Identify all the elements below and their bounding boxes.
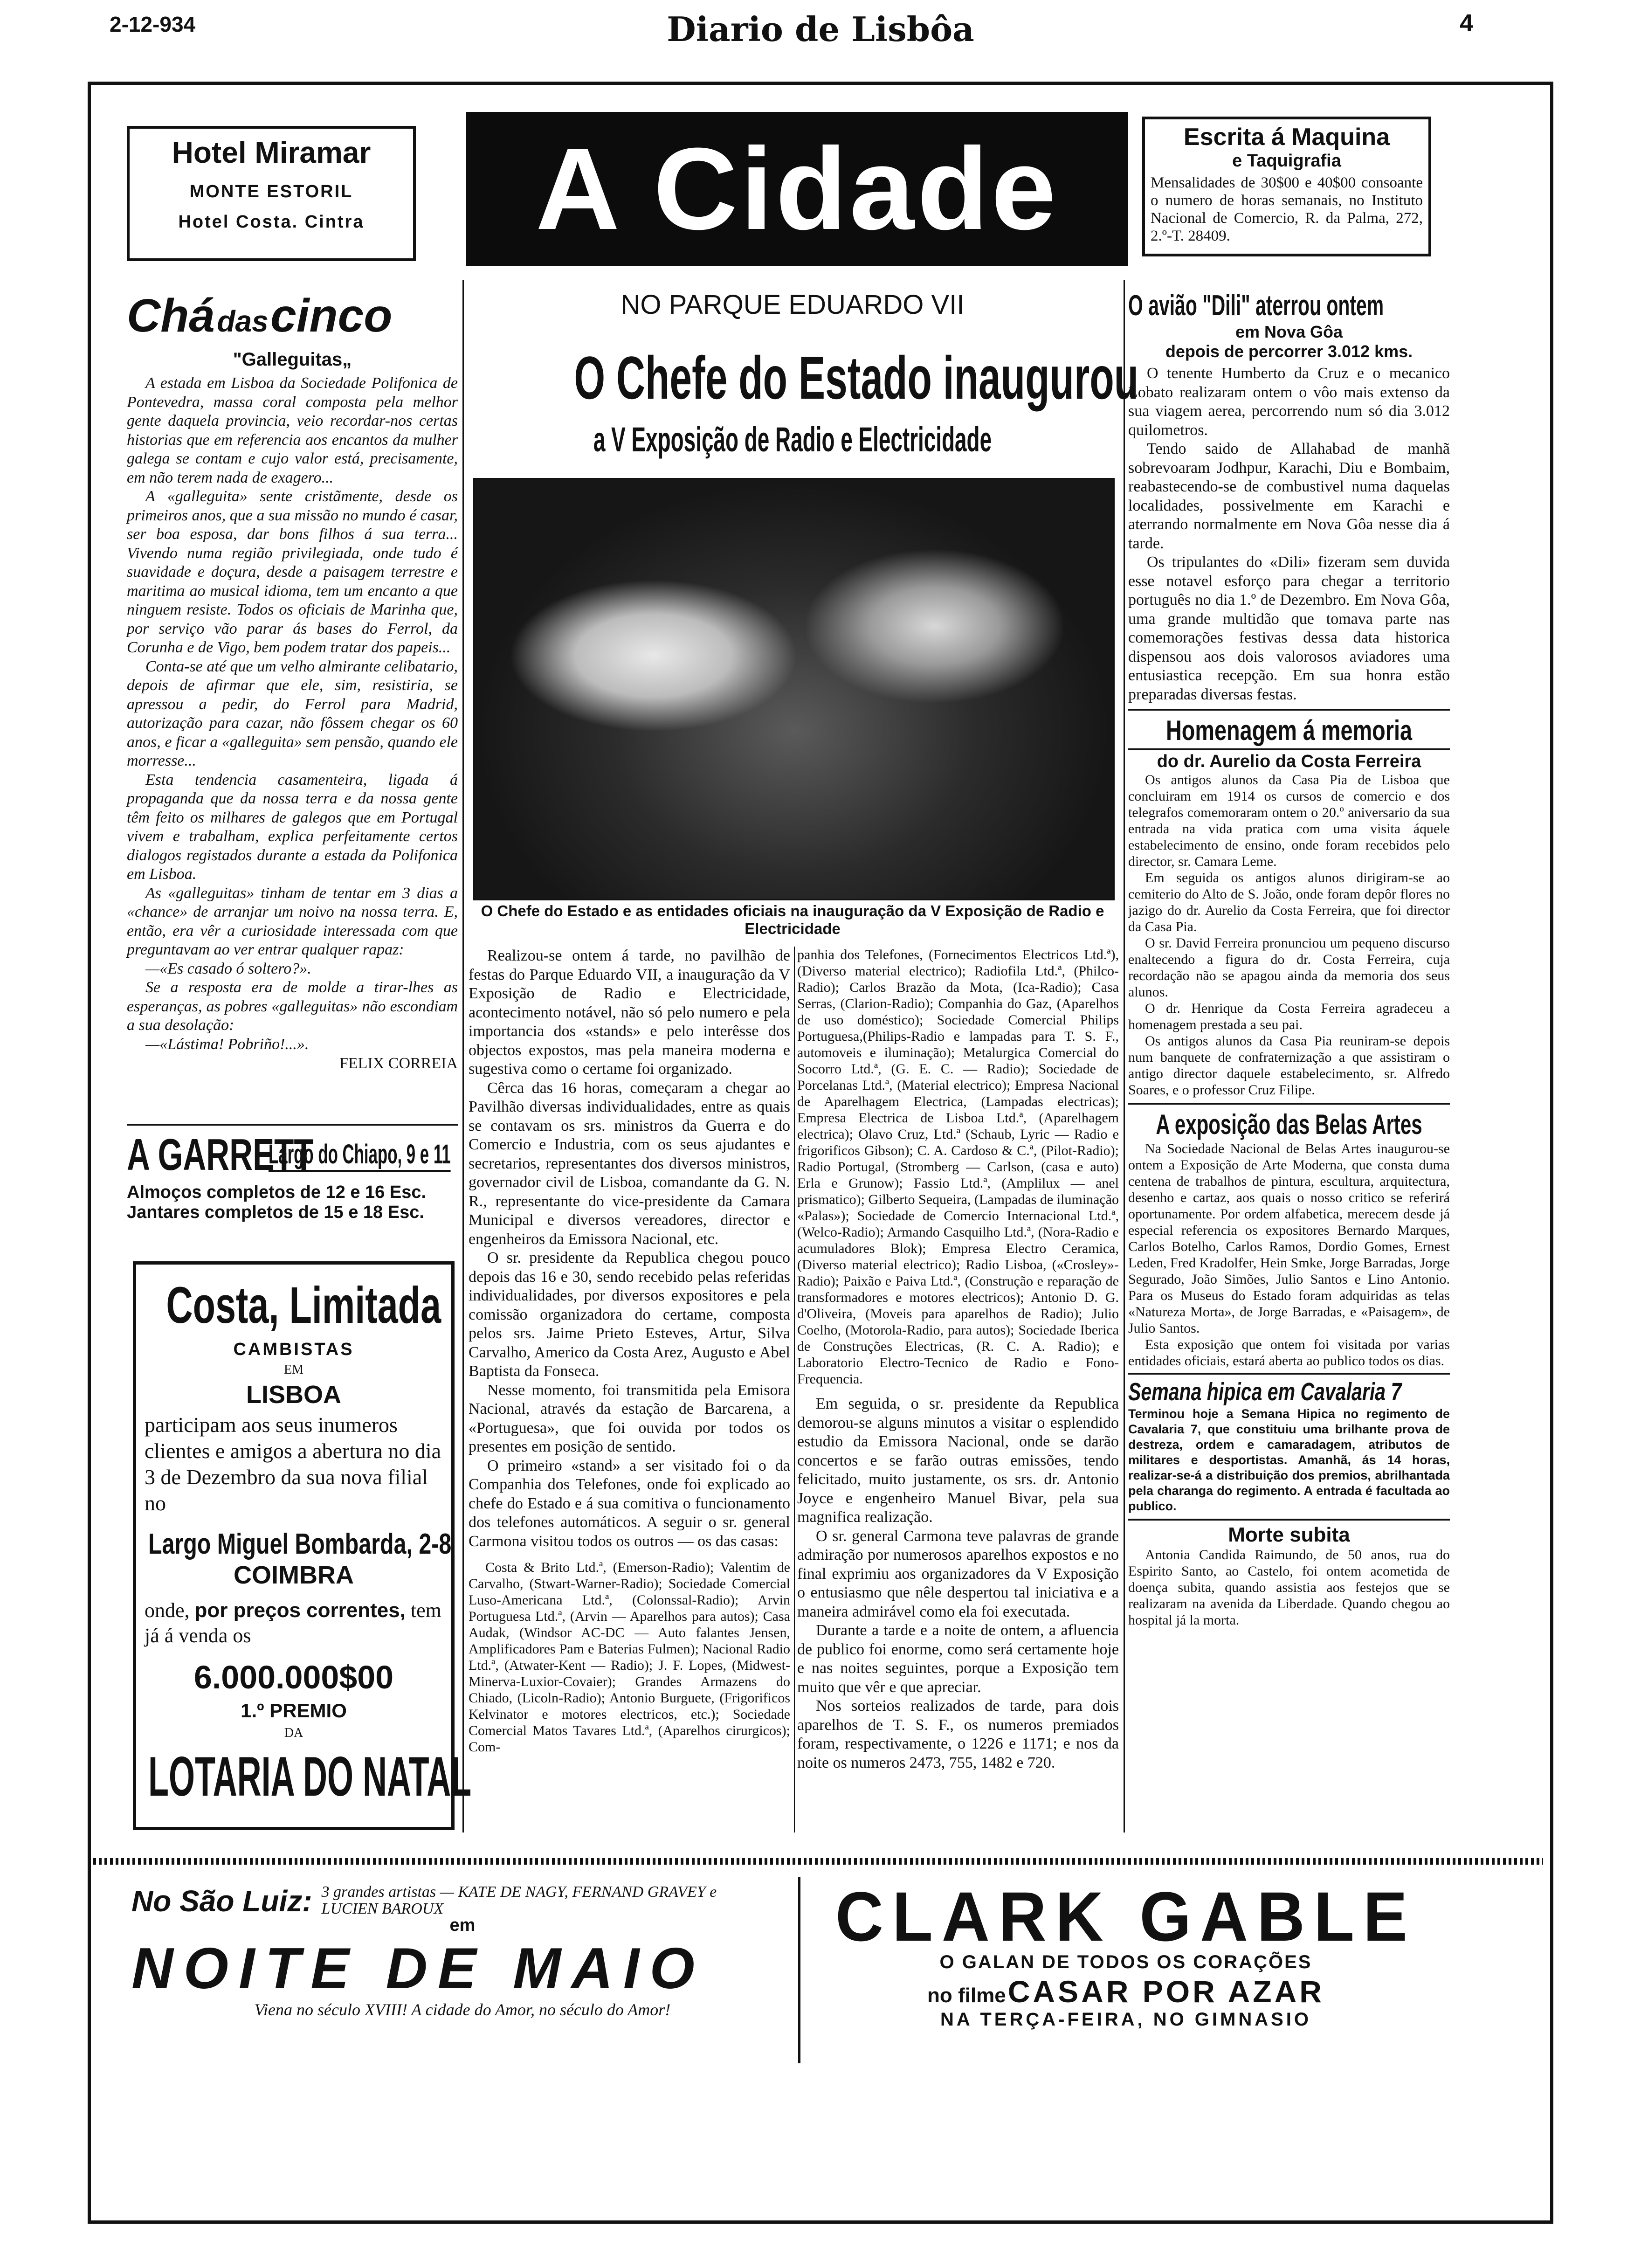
morte-body: Antonia Candida Raimundo, de 50 anos, rua do Espirito Santo, ao Castelo, foi ontem acometida de doença subita, quando assistia aos festejos que se realizaram na avenida da Liberdade. Quando chegou ao hospital já la morta.	[1128, 1547, 1450, 1628]
center-paragraph: Nesse momento, foi transmitida pela Emisora Nacional, através da estação de Barcarena, a «Portuguesa», que foi ouvida por todos os presentes em posição de sentido.	[469, 1381, 790, 1455]
cha-title-c: cinco	[270, 290, 393, 342]
homenagem-sub: do dr. Aurelio da Costa Ferreira	[1128, 748, 1450, 772]
hotel-ad-line2: MONTE ESTORIL	[189, 182, 353, 201]
section-title: A Cidade	[535, 124, 1059, 254]
cha-subtitle: "Galleguitas„	[233, 349, 352, 370]
cha-paragraph: Conta-se até que um velho almirante celibatario, depois de afirmar que ele, sim, resistiria, se apressou a pedir, do Ferrol para Madrid, autorização para cazar, não fôssem chegar os 60 anos, e ficar a «galleguita» sem pensão, quando ele morresse...	[127, 657, 458, 769]
homenagem-paragraph: Em seguida os antigos alunos dirigiram-se ao cemiterio do Alto de S. João, onde foram depôr flores no jazigo do dr. Aurelio da Costa Ferreira, que foi director da Casa Pia.	[1128, 870, 1450, 934]
morte-headline: Morte subita	[1228, 1523, 1350, 1546]
exhibitor-list: Costa & Brito Ltd.ª, (Emerson-Radio); Valentim de Carvalho, (Stwart-Warner-Radio); Sociedade Comercial Luso-Americana Ltd.ª, (Colonssal-Radio); Arvin Portuguesa Ltd.ª, (Arvin — Aparelhos para autos); Casa Audak, (Windsor AC-DC — Auto falantes Jensen, Amplificadores Pam e Baterias Fulmen); Nacional Radio Ltd.ª, (Atwater-Kent — Radio); J. F. Lopes, (Midwest-Minerva-Luxior-Covaier); Grandes Armazens do Chiado, (Licoln-Radio); Antonio Burguete, (Frigorificos Kelvinator e motores electricos, etc.); Sociedade Comercial Matos Tavares Ltd.ª, (Aparelhos cirurgicos); Com-	[469, 1560, 790, 1755]
section-divider	[1128, 1103, 1450, 1105]
costa-prize2: 1.º PREMIO	[241, 1700, 347, 1722]
cha-paragraph: A «galleguita» sente cristãmente, desde os primeiros anos, que a sua missão no mundo é casar, ser boa esposa, dar bons filhos á sua terra... Vivendo numa região privilegiada, onde tudo é suavidade e doçura, desde a paisagem terrestre e maritima ao musical idioma, tem um encanto a que ninguem resiste. Todos os oficiais de Marinha que, por serviço vão parar ás bases do Ferrol, da Corunha e de Vigo, bem podem tratar dos papeis...	[127, 488, 458, 656]
costa-address: Largo Miguel Bombarda, 2-8	[148, 1528, 452, 1560]
cha-paragraph: Esta tendencia casamenteira, ligada á propaganda que da nossa terra e da nossa gente têm feito os milhares de galegos que em Portugal vivem e trabalham, explica perfeitamente certos dialogos registados durante a estada da Polifonica em Lisboa.	[127, 771, 458, 883]
cha-paragraph: —«Es casado ó soltero?».	[145, 960, 311, 977]
hotel-ad-line3: Hotel Costa. Cintra	[178, 212, 365, 232]
center-paragraph: Realizou-se ontem á tarde, no pavilhão de festas do Parque Eduardo VII, a inauguração da V Exposição de Radio e Electricidade, acontecimento notável, não só pelo numero e pela importancia dos «stands» e pelo interêsse dos objectos expostos, mas pela maneira moderna e sugestiva como o certame foi organizado.	[469, 947, 790, 1078]
page-number: 4	[1460, 10, 1473, 37]
costa-l2: EM	[284, 1362, 303, 1377]
homenagem-paragraph: O dr. Henrique da Costa Ferreira agradeceu a homenagem prestada a seu pai.	[1128, 1001, 1450, 1032]
center-article-col1	[469, 947, 790, 1755]
garrett-address: Largo do Chiapo, 9 e 11	[269, 1139, 451, 1172]
costa-l3: LISBOA	[246, 1381, 341, 1409]
cha-das-cinco-column	[127, 289, 458, 1072]
cha-paragraph: —«Lástima! Pobriño!...».	[145, 1035, 309, 1053]
costa-body2a: onde,	[145, 1599, 195, 1622]
section-divider	[1128, 709, 1450, 711]
exhibitor-list: panhia dos Telefones, (Fornecimentos Electricos Ltd.ª), (Diverso material electrico); Radiofila Ltd.ª, (Philco-Radio); Carlos Brazão da Mota, (Ica-Radio); Casa Serras, (Clarion-Radio); Companhia do Gaz, (Aparelhos de uso doméstico); Sociedade Comercial Philips Portuguesa,(Philips-Radio e lampadas para T. S. F., automoveis e iluminação); Metalurgica Comercial do Socorro Ltd.ª, (G. E. C. — Radio); Sociedade de Porcelanas Ltd.ª, (Material electrico); Empresa Nacional de Aparelhagem Electrica, (Lampadas electricas); Empresa Electrica de Lisboa Ltd.ª, (Aparelhagem electrica); Olavo Cruz, Ltd.ª (Schaub, Lyric — Radio e frigorificos Gibson); C. A. Cardoso & C.ª, (Pilot-Radio); Radio Portugal, (Stromberg — Carlson, (casa e auto) Erla e Grunow); Fassio Ltd.ª, (Amplilux — anel prismatico); Gilberto Sequeira, (Lampadas de iluminação «Palas»); Sociedade de Comercio Internacional Ltd.ª, (Welco-Radio); Armando Casquilho Ltd.ª, (Nora-Radio e acumuladores Blok); Empresa Electro Ceramica, (Diverso material electrico); Radio Lisboa, («Crosley»-Radio); Paixão e Paiva Ltd.ª, (Construção e reparação de transformadores e motores electricos); Antonio D. G. d'Oliveira, (Moveis para aparelhos de Radio); Julio Coelho, (Motorola-Radio, para autos); Sociedade Iberica de Construções Electricas, (R. C. A. Radio); e Laboratorio Electro-Tecnico de Radio e Fono-Frequencia.	[797, 947, 1119, 1387]
cha-title-a: Chá	[127, 290, 215, 342]
homenagem-paragraph: Os antigos alunos da Casa Pia reuniram-se depois num banquete de confraternização a que assistiram o antigo director daquele estabelecimento, sr. Alfredo Soares, e o professor Cruz Filipe.	[1128, 1033, 1450, 1098]
costa-da: DA	[284, 1726, 303, 1740]
cha-article-body	[127, 374, 458, 1054]
costa-city: COIMBRA	[234, 1561, 354, 1589]
right-column	[1128, 289, 1450, 1628]
garrett-line1: Almoços completos de 12 e 16 Esc.	[127, 1182, 427, 1202]
exhibition-photo	[473, 478, 1115, 900]
photo-caption: O Chefe do Estado e as entidades oficiais na inauguração da V Exposição de Radio e Electricidade	[481, 902, 1104, 937]
costa-body2c: tem já á venda os	[145, 1599, 441, 1647]
center-article-col2	[797, 947, 1119, 1772]
cha-author: FELIX CORREIA	[339, 1055, 458, 1072]
homenagem-paragraph: O sr. David Ferreira pronunciou um pequeno discurso enaltecendo a figura do dr. Costa Ferreira, cuja recordação não se apagou ainda da memoria dos seus alunos.	[1128, 935, 1450, 1000]
cha-paragraph: Se a resposta era de molde a tirar-lhes as esperanças, as pobres «galleguitas» não escondiam a sua desolação:	[127, 979, 458, 1034]
clark-gable-ad	[809, 1879, 1443, 2056]
decorative-strip	[93, 1858, 1543, 1865]
garrett-line2: Jantares completos de 15 e 18 Esc.	[127, 1203, 424, 1222]
center-paragraph: Durante a tarde e a noite de ontem, a afluencia de publico foi enorme, como será certamente hoje e nas noites seguintes, porque a Exposição tem muito que vêr e que apreciar.	[797, 1622, 1119, 1696]
hotel-ad	[127, 126, 416, 261]
noite-de-maio-title: NOITE DE MAIO	[131, 1936, 705, 2001]
costa-title: Costa, Limitada	[166, 1277, 441, 1334]
typing-school-ad	[1142, 117, 1431, 256]
column-rule	[462, 280, 464, 1832]
belas-artes-paragraph: Esta exposição que ontem foi visitada por varias entidades oficiais, estará aberta ao publico todos os dias.	[1128, 1337, 1450, 1369]
section-title-banner	[466, 112, 1128, 266]
newspaper-masthead: Diario de Lisbôa	[667, 9, 974, 49]
sao-luiz-ad	[131, 1884, 793, 2052]
costa-limitada-ad	[133, 1261, 472, 1830]
dili-paragraph: O tenente Humberto da Cruz e o mecanico Lobato realizaram ontem o vôo mais extenso da sua viagem aerea, percorrendo num só dia 3.012 quilometros.	[1128, 365, 1450, 439]
belas-artes-headline: A exposição das Belas Artes	[1156, 1109, 1422, 1140]
section-divider	[1128, 1373, 1450, 1375]
center-paragraph: Em seguida, o sr. presidente da Republica demorou-se alguns minutos a visitar o esplendido estudio da Emissora Nacional, onde se darão concertos e se farão outras emissões, tendo felicitado, muito justamente, os srs. dr. Antonio Joyce e engenheiro Manuel Bivar, pela sua magnifica realização.	[797, 1395, 1119, 1526]
clark-gable-l2a: no filme	[927, 1984, 1006, 2007]
noite-de-maio-tagline: Viena no século XVIII! A cidade do Amor, no século do Amor!	[254, 2000, 671, 2019]
center-kicker: NO PARQUE EDUARDO VII	[621, 290, 965, 320]
column-rule	[794, 947, 795, 1832]
center-paragraph: Nos sorteios realizados de tarde, para dois aparelhos de T. S. F., os numeros premiados foram, respectivamente, o 1226 e 1171; e nos da noite os numeros 2473, 755, 1482 e 720.	[797, 1697, 1119, 1771]
hipica-body: Terminou hoje a Semana Hipica no regimento de Cavalaria 7, que constituiu uma brilhante prova de destreza, ordem e camaradagem, atributos de militares e desportistas. Amanhã, ás 14 horas, realizar-se-á a distribuição dos premios, abrilhantada pela charanga do regimento. A entrada é facultada ao publico.	[1128, 1407, 1450, 1513]
garrett-ad	[127, 1124, 458, 1223]
hipica-headline: Semana hipica em Cavalaria 7	[1128, 1378, 1402, 1406]
dili-sub1: em Nova Gôa	[1235, 322, 1343, 341]
center-paragraph: O sr. general Carmona teve palavras de grande admiração por numerosos aparelhos expostos e no final exprimiu aos organizadores da V Exposição o entusiasmo que nêle despertou tal iniciativa e a maneira admirável como ela foi executada.	[797, 1527, 1119, 1620]
clark-gable-title: CLARK GABLE	[835, 1877, 1417, 1956]
hotel-ad-title: Hotel Miramar	[172, 136, 371, 169]
clark-gable-l3: NA TERÇA-FEIRA, NO GIMNASIO	[940, 2009, 1312, 2030]
center-deck: a V Exposição de Radio e Electricidade	[593, 420, 992, 459]
dili-sub2: depois de percorrer 3.012 kms.	[1165, 342, 1413, 361]
costa-lottery: LOTARIA DO NATAL	[148, 1745, 472, 1808]
typing-ad-body: Mensalidades de 30$00 e 40$00 consoante o numero de horas semanais, no Instituto Nacional de Comercio, R. da Palma, 272, 2.º-T. 28409.	[1151, 174, 1423, 244]
garrett-name: A GARRETT	[127, 1130, 314, 1180]
sao-luiz-label: No São Luiz:	[131, 1884, 312, 1918]
center-paragraph: Cêrca das 16 horas, começaram a chegar ao Pavilhão diversas individualidades, entre as quais se contavam os srs. ministros da Guerra e do Comercio e Industria, com os seus ajudantes e secretarios, representantes dos diversos ministros, governador civil de Lisboa, comandante da G. N. R., representante do vice-presidente da Camara Municipal e diversos vereadores, director e engenheiros da Emissora Nacional, etc.	[469, 1079, 790, 1248]
column-rule	[1124, 280, 1125, 1832]
center-paragraph: O sr. presidente da Republica chegou pouco depois das 16 e 30, sendo recebido pelas referidas individualidades, por diversos expositores e pela comissão organizadora do certame, composta pelos srs. Jaime Prieto Esteves, Artur, Silva Carvalho, Americo da Costa Arez, Augusto e Abel Baptista da Fonseca.	[469, 1249, 790, 1380]
typing-ad-title: Escrita á Maquina	[1183, 124, 1390, 151]
sao-luiz-em: em	[449, 1915, 476, 1935]
costa-body2b: por preços correntes,	[194, 1599, 406, 1622]
homenagem-headline: Homenagem á memoria	[1166, 715, 1412, 746]
bottom-ad-divider	[798, 1877, 800, 2063]
dili-paragraph: Tendo saido de Allahabad de manhã sobrevoaram Jodhpur, Karachi, Diu e Bombaim, reabastecendo-se de combustivel numa daquelas localidades, possivelmente em Karachi e aterrando normalmente em Nova Gôa nesse dia á tarde.	[1128, 440, 1450, 552]
center-headline: O Chefe do Estado inaugurou	[574, 344, 1139, 412]
center-paragraph: O primeiro «stand» a ser visitado foi o da Companhia dos Telefones, onde foi explicado ao chefe do Estado e á sua comitiva o funcionamento dos telefones automáticos. A seguir o sr. general Carmona visitou todos os outros — os das casas:	[469, 1457, 790, 1550]
costa-body: participam aos seus inumeros clientes e amigos a abertura no dia 3 de Dezembro da sua nova filial no	[145, 1413, 441, 1515]
cha-paragraph: A estada em Lisboa da Sociedade Polifonica de Pontevedra, massa coral composta pela melhor gente daquela provincia, veio recordar-nos certas historias que em referencia aos encantos da mulher galega se contam e cujo valor está, precisamente, em não terem nada de exagero...	[127, 374, 458, 486]
belas-artes-paragraph: Na Sociedade Nacional de Belas Artes inaugurou-se ontem a Exposição de Arte Moderna, que consta duma centena de trabalhos de pintura, escultura, arquitectura, desenho e cartaz, aos quais o nosso critico se referirá oportunamente. Por ordem alfabetica, merecem desde já especial referencia os expositores Bernardo Marques, Carlos Botelho, Carlos Ramos, Dordio Gomes, Ernest Leden, Fred Kradolfer, Hein Smke, Jorge Barradas, Jorge Segurado, João Simões, Julio Santos e Lino Antonio. Para os Museus do Estado foram adquiridas as telas «Natureza Morta», de Jorge Barradas, e «Paisagem», de Julio Santos.	[1128, 1141, 1450, 1336]
cha-paragraph: As «galleguitas» tinham de tentar em 3 dias a «chance» de arranjar um noivo na nossa terra. E, então, era vêr a curiosidade interessada com que preguntavam ao ver entrar qualquer rapaz:	[127, 884, 458, 958]
dili-headline: O avião "Dili" aterrou ontem	[1128, 290, 1384, 322]
typing-ad-subtitle: e Taquigrafia	[1232, 151, 1341, 171]
costa-prize: 6.000.000$00	[193, 1659, 394, 1695]
clark-gable-l1: O GALAN DE TODOS OS CORAÇÕES	[939, 1952, 1312, 1972]
cha-title-b: das	[217, 304, 269, 338]
page-date: 2-12-934	[110, 12, 196, 36]
costa-l1: CAMBISTAS	[233, 1340, 354, 1359]
homenagem-paragraph: Os antigos alunos da Casa Pia de Lisboa que concluiram em 1914 os cursos de comercio e dos telegrafos comemoraram ontem o 20.º aniversario da sua entrada na vida pratica com uma visita áquele estabelecimento de ensino, onde foram recebidos pelo director, sr. Camara Leme.	[1128, 772, 1450, 869]
clark-gable-film: CASAR POR AZAR	[1007, 1974, 1324, 2009]
dili-paragraph: Os tripulantes do «Dili» fizeram sem duvida esse notavel esforço para chegar a territorio português no dia 1.º de Dezembro. Em Nova Gôa, uma grande multidão que tomava parte nas comemorações festivas dessa data historica dispensou aos dois valorosos aviadores uma entusiastica recepção. Em sua honra estão preparadas diversas festas.	[1128, 553, 1450, 703]
sao-luiz-artists: 3 grandes artistas — KATE DE NAGY, FERNAND GRAVEY e LUCIEN BAROUX	[321, 1883, 717, 1917]
section-divider	[1128, 1519, 1450, 1521]
